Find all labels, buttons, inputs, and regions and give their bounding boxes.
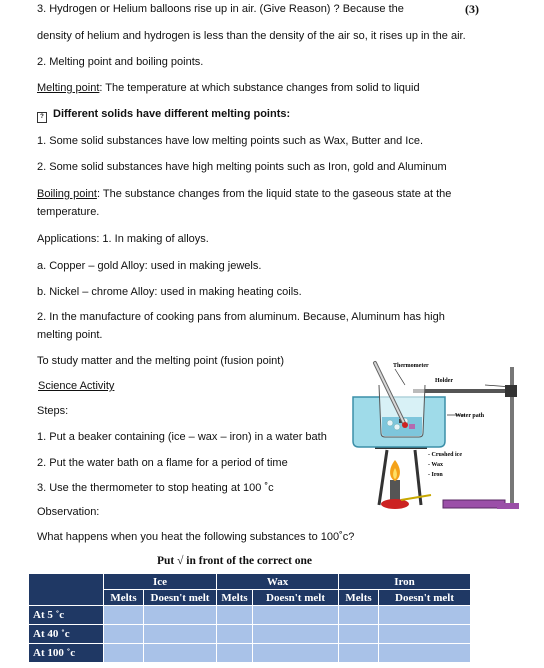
bullet-box-icon: ? [37, 112, 47, 123]
subheader-melts: Melts [104, 590, 144, 606]
answer-cell[interactable] [379, 606, 471, 625]
group-header-iron: Iron [339, 574, 471, 590]
label-water-path: Water path [455, 413, 485, 419]
q3-line1: 3. Hydrogen or Helium balloons rise up in air. (Give Reason) ? Because the [37, 3, 404, 15]
label-crushed-ice: - Crushed ice [428, 452, 462, 458]
answer-cell[interactable] [253, 625, 339, 644]
label-iron: - Iron [428, 472, 443, 478]
table-row [29, 606, 471, 625]
boiling-point-cont: temperature. [37, 206, 100, 218]
gas-tube [401, 495, 431, 500]
label-thermometer: Thermometer [393, 363, 429, 369]
subheader-doesnt-melt: Doesn't melt [253, 590, 339, 606]
boiling-point-term: Boiling point [37, 188, 97, 200]
answer-cell[interactable] [379, 625, 471, 644]
melting-point-term: Melting point [37, 82, 100, 94]
boiling-point-line [37, 187, 451, 201]
answer-cell[interactable] [339, 625, 379, 644]
label-wax: - Wax [428, 462, 444, 468]
table-corner [29, 574, 104, 606]
q3-score: (3) [465, 2, 479, 16]
different-solids-heading [37, 107, 290, 123]
subheader-melts: Melts [217, 590, 253, 606]
stand-foot [497, 503, 519, 509]
applications-a: a. Copper – gold Alloy: used in making jewels. [37, 260, 262, 272]
holder-clamp [413, 389, 513, 393]
table-row [29, 625, 471, 644]
row-label: At 5 ˚c [29, 606, 104, 625]
tripod-leg-left [379, 450, 387, 505]
subheader-melts: Melts [339, 590, 379, 606]
melting-point-line [37, 81, 420, 95]
applications-2-line2: melting point. [37, 329, 103, 341]
step-3: 3. Use the thermometer to stop heating at 100 ˚c [37, 482, 274, 494]
answer-cell[interactable] [104, 644, 144, 663]
answer-cell[interactable] [104, 625, 144, 644]
step-1: 1. Put a beaker containing (ice – wax – iron) in a water bath [37, 431, 327, 443]
applications-line: Applications: 1. In making of alloys. [37, 233, 209, 245]
group-header-wax: Wax [217, 574, 339, 590]
subheader-doesnt-melt: Doesn't melt [144, 590, 217, 606]
applications-b: b. Nickel – chrome Alloy: used in making heating coils. [37, 286, 302, 298]
observation-title: Observation: [37, 506, 100, 518]
answer-cell[interactable] [217, 606, 253, 625]
wax-piece [409, 424, 415, 429]
answer-cell[interactable] [217, 625, 253, 644]
answer-cell[interactable] [339, 606, 379, 625]
crushed-ice [387, 420, 393, 426]
table-instruction: Put √ in front of the correct one [157, 555, 313, 567]
stand-base [443, 500, 505, 508]
label-holder: Holder [435, 378, 453, 384]
steps-title: Steps: [37, 405, 69, 417]
applications-2-line1: 2. In the manufacture of cooking pans from aluminum. Because, Aluminum has high [37, 311, 445, 323]
answer-cell[interactable] [379, 644, 471, 663]
section2-title: 2. Melting point and boiling points. [37, 56, 204, 68]
burner-base [381, 499, 409, 509]
answer-cell[interactable] [144, 625, 217, 644]
results-table [28, 573, 471, 663]
step-2: 2. Put the water bath on a flame for a period of time [37, 457, 288, 469]
boiling-point-definition: : The substance changes from the liquid state to the gaseous state at the [96, 188, 452, 200]
row-label: At 100 ˚c [29, 644, 104, 663]
answer-cell[interactable] [104, 606, 144, 625]
burner-tube [390, 480, 400, 502]
melting-point-definition: : The temperature at which substance changes from solid to liquid [99, 82, 420, 94]
apparatus-figure [335, 355, 535, 525]
answer-cell[interactable] [217, 644, 253, 663]
answer-cell[interactable] [253, 644, 339, 663]
solids-item-1: 1. Some solid substances have low melting points such as Wax, Butter and Ice. [37, 135, 424, 147]
science-activity-title: Science Activity [38, 380, 115, 392]
row-label: At 40 ˚c [29, 625, 104, 644]
answer-cell[interactable] [144, 606, 217, 625]
solids-item-2: 2. Some solid substances have high melting points such as Iron, gold and Aluminum [37, 161, 447, 173]
table-row [29, 644, 471, 663]
study-line: To study matter and the melting point (fusion point) [37, 355, 285, 367]
answer-cell[interactable] [339, 644, 379, 663]
question-line: What happens when you heat the following substances to 100˚c? [37, 531, 355, 543]
answer-cell[interactable] [253, 606, 339, 625]
q3-line2: density of helium and hydrogen is less than the density of the air so, it rises up in the air. [37, 30, 466, 42]
subheader-doesnt-melt: Doesn't melt [379, 590, 471, 606]
group-header-ice: Ice [104, 574, 217, 590]
answer-cell[interactable] [144, 644, 217, 663]
different-solids-text: Different solids have different melting points: [53, 108, 291, 120]
